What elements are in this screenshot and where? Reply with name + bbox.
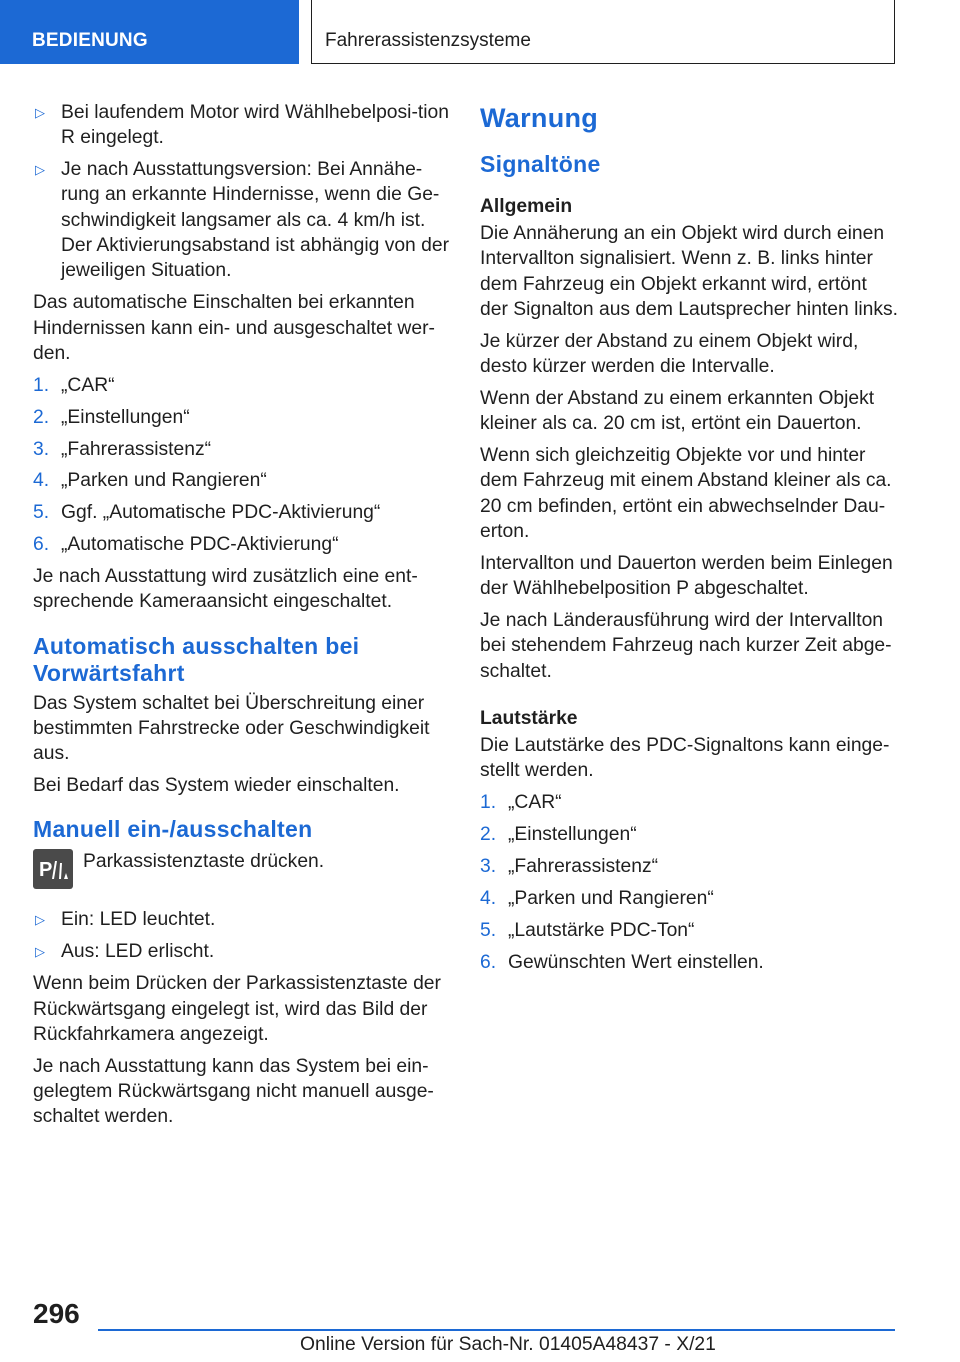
- header-chapter-title: Fahrerassistenzsysteme: [311, 0, 895, 64]
- subheading-lautstaerke: Lautstärke: [480, 708, 578, 730]
- paragraph: Wenn beim Drücken der Parkassistenztaste der Rückwärtsgang eingelegt ist, wird das Bild der Rückfahrkamera angezeigt.: [33, 973, 441, 1045]
- step-item: [33, 373, 451, 398]
- step-item: [33, 500, 451, 525]
- park-assist-button-icon: [33, 849, 73, 889]
- step-text: „CAR“: [61, 374, 115, 396]
- paragraph: Wenn sich gleichzeitig Objekte vor und hinter dem Fahrzeug mit einem Abstand kleiner als ca. 20 cm befinden, ertönt ein abwechselnder Dau-erton.: [480, 445, 892, 543]
- step-number: 4.: [33, 470, 50, 492]
- heading-auto-off: Automatisch ausschalten bei Vorwärtsfahrt: [33, 632, 360, 686]
- triangle-bullet-icon: ▷: [35, 912, 45, 928]
- step-item: [480, 790, 898, 815]
- triangle-bullet-icon: ▷: [35, 105, 45, 120]
- step-item: [480, 886, 898, 911]
- bullet-text: Bei laufendem Motor wird Wählhebelposi-tion R eingelegt.: [61, 102, 449, 149]
- step-text: „Einstellungen“: [508, 824, 637, 846]
- paragraph: Intervallton und Dauerton werden beim Einlegen der Wählhebelposition P abgeschaltet.: [480, 552, 893, 600]
- step-text: „Parken und Rangieren“: [61, 470, 267, 492]
- subheading-allgemein: Allgemein: [480, 196, 573, 217]
- bullet-item: [33, 157, 451, 283]
- bullet-text: Aus: LED erlischt.: [61, 941, 215, 963]
- step-number: 4.: [480, 887, 497, 909]
- step-text: „Lautstärke PDC-Ton“: [508, 919, 695, 941]
- bullet-item: [33, 939, 451, 964]
- step-number: 6.: [33, 534, 50, 556]
- step-item: [33, 437, 451, 462]
- step-number: 2.: [480, 824, 497, 846]
- step-number: 2.: [33, 406, 50, 428]
- header-section-label: BEDIENUNG: [0, 0, 299, 64]
- step-number: 1.: [480, 792, 497, 814]
- step-number: 5.: [33, 502, 50, 524]
- page-number: 296: [33, 1298, 80, 1329]
- step-item: [33, 532, 451, 557]
- paragraph: Je nach Ausstattung kann das System bei ein-gelegtem Rückwärtsgang nicht manuell ausge-schaltet werden.: [33, 1055, 434, 1128]
- bullet-text: Ein: LED leuchtet.: [61, 909, 216, 931]
- bullet-text: Je nach Ausstattungsversion: Bei Annähe-rung an erkannte Hindernisse, wenn die Ge-schwindigkeit langsamer als ca. 4 km/h ist. Der Aktivierungsabstand ist abhängig von der jeweiligen Situation.: [61, 159, 450, 282]
- footer-divider: [98, 1329, 895, 1331]
- bullet-item: [33, 100, 451, 151]
- paragraph: Das automatische Einschalten bei erkannten Hindernissen kann ein- und ausgeschaltet wer-den.: [33, 292, 435, 364]
- step-item: [33, 405, 451, 430]
- triangle-bullet-icon: ▷: [35, 944, 45, 960]
- triangle-bullet-icon: ▷: [35, 162, 45, 178]
- paragraph: Die Lautstärke des PDC-Signaltons kann einge-stellt werden.: [480, 735, 890, 782]
- step-item: [480, 918, 898, 943]
- step-number: 3.: [33, 438, 50, 460]
- footer-text: Online Version für Sach-Nr. 01405A48437 - X/21: [300, 1334, 716, 1355]
- paragraph: Das System schaltet bei Überschreitung einer bestimmten Fahrstrecke oder Geschwindigkeit aus.: [33, 692, 430, 765]
- step-item: [480, 950, 898, 975]
- svg-text:P: P: [39, 859, 53, 882]
- heading-signaltoene: Signaltöne: [480, 151, 601, 177]
- step-item: [480, 854, 898, 879]
- paragraph: Wenn der Abstand zu einem erkannten Objekt kleiner als ca. 20 cm ist, ertönt ein Dauerton.: [480, 387, 875, 435]
- paragraph: Je kürzer der Abstand zu einem Objekt wird, desto kürzer werden die Intervalle.: [480, 330, 859, 378]
- paragraph: Je nach Länderausführung wird der Intervallton bei stehendem Fahrzeug nach kurzer Zeit abge-schaltet.: [480, 610, 892, 682]
- step-number: 3.: [480, 855, 497, 877]
- step-text: „Fahrerassistenz“: [508, 855, 659, 877]
- step-text: Gewünschten Wert einstellen.: [508, 951, 764, 973]
- left-column: [33, 100, 451, 1136]
- paragraph: Je nach Ausstattung wird zusätzlich eine ent-sprechende Kameraansicht eingeschaltet.: [33, 566, 418, 613]
- step-text: „Einstellungen“: [61, 406, 190, 428]
- icon-instruction-text: Parkassistenztaste drücken.: [83, 851, 325, 873]
- step-number: 5.: [480, 919, 497, 941]
- heading-warnung: Warnung: [480, 103, 599, 133]
- step-text: „Parken und Rangieren“: [508, 887, 714, 909]
- heading-manual: Manuell ein-/ausschalten: [33, 816, 313, 843]
- step-number: 1.: [33, 374, 50, 396]
- step-text: „CAR“: [508, 792, 562, 814]
- step-text: Ggf. „Automatische PDC-Aktivierung“: [61, 502, 381, 524]
- right-column: [480, 100, 898, 982]
- step-number: 6.: [480, 951, 497, 973]
- step-item: [33, 468, 451, 493]
- bullet-item: [33, 907, 451, 932]
- icon-instruction: [33, 849, 451, 889]
- paragraph: Die Annäherung an ein Objekt wird durch einen Intervallton signalisiert. Wenn z. B. links hinter dem Fahrzeug ein Objekt erkannt wird, ertönt der Signalton aus dem Lautsprecher hinten links.: [480, 223, 899, 320]
- step-text: „Fahrerassistenz“: [61, 438, 212, 460]
- step-text: „Automatische PDC-Aktivierung“: [61, 534, 339, 556]
- step-item: [480, 822, 898, 847]
- paragraph: Bei Bedarf das System wieder einschalten.: [33, 775, 400, 797]
